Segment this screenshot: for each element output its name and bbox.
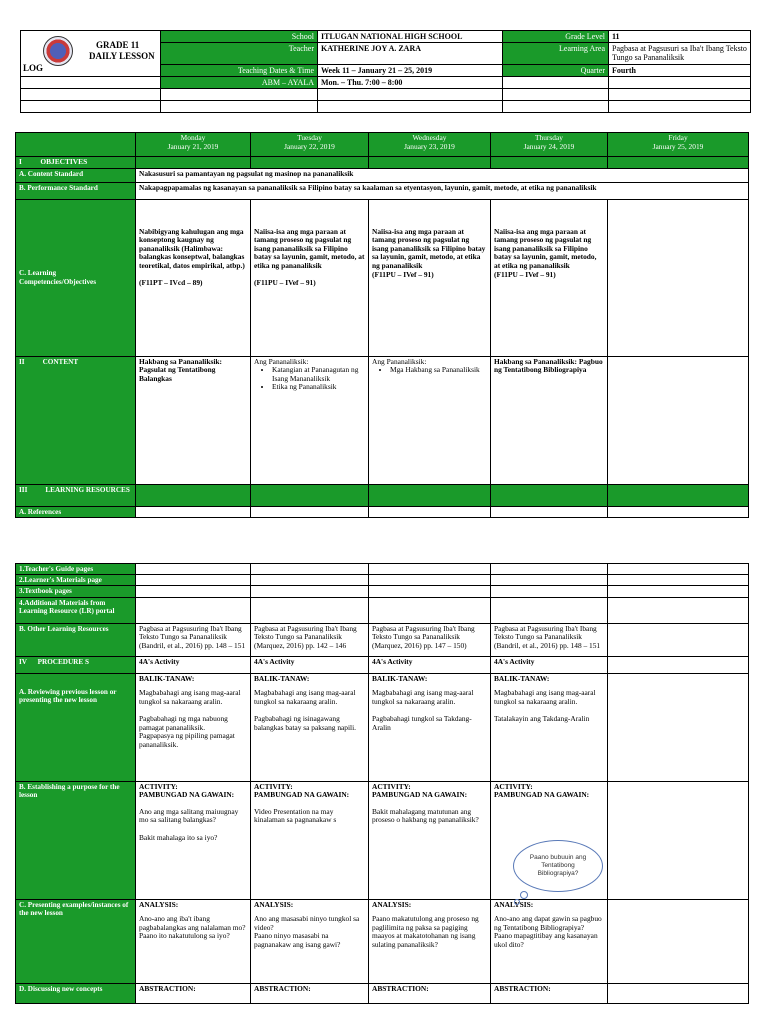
content-wednesday-title: Ang Pananaliksik: xyxy=(372,356,427,366)
empty-cell xyxy=(491,575,608,586)
abstraction-tuesday: ABSTRACTION: xyxy=(251,983,369,1003)
empty-cell xyxy=(608,356,749,484)
empty-cell xyxy=(608,199,749,356)
empty-cell xyxy=(491,506,608,517)
procedures-thursday: 4A's Activity xyxy=(491,656,608,673)
empty-cell xyxy=(21,89,161,101)
time-value: Mon. – Thu. 7:00 – 8:00 xyxy=(318,77,503,89)
review-wednesday: BALIK-TANAW: Magbabahagi ang isang mag-aaral tungkol sa nakaraang aralin. Pagbabahagi tungkol sa Takdang-Aralin xyxy=(369,673,491,781)
empty-cell xyxy=(608,597,749,623)
purpose-thursday: ACTIVITY: PAMBUNGAD NA GAWAIN: xyxy=(491,781,608,899)
teaching-dates-value: Week 11 – January 21 – 25, 2019 xyxy=(318,65,503,77)
competency-thursday: Naiisa-isa ang mga paraan at tamang proseso ng pagsulat ng isang pananaliksik sa Filipino batay sa layunin, gamit, metodo, at etika ng pananaliksik (F11PU – IVef – 91) xyxy=(491,199,608,356)
review-thursday: BALIK-TANAW: Magbabahagi ang isang mag-aaral tungkol sa nakaraang aralin. Tatalakayin ang Takdang-Aralin xyxy=(491,673,608,781)
lesson-table-procedures xyxy=(15,563,749,1004)
empty-cell xyxy=(503,101,609,113)
list-item: • Etika ng Pananaliksik xyxy=(272,383,365,392)
procedures-tuesday: 4A's Activity xyxy=(251,656,369,673)
abstraction-thursday: ABSTRACTION: xyxy=(491,983,608,1003)
empty-cell xyxy=(21,77,161,89)
empty-cell xyxy=(503,77,609,89)
purpose-wednesday: ACTIVITY: PAMBUNGAD NA GAWAIN: Bakit mahalagang matutunan ang proseso o hakbang ng pananaliksik? xyxy=(369,781,491,899)
day-header-thursday: Thursday January 24, 2019 xyxy=(491,133,608,157)
teaching-dates-label: Teaching Dates & Time xyxy=(161,65,318,77)
other-resources-wednesday: Pagbasa at Pagsusuring Iba't Ibang Teksto Tungo sa Pananaliksik (Marquez, 2016) pp. 147 – 150) xyxy=(369,623,491,656)
title-daily-lesson: DAILY LESSON xyxy=(89,51,155,61)
content-tuesday-title: Ang Pananaliksik: xyxy=(254,356,309,366)
day-header-monday: Monday January 21, 2019 xyxy=(136,133,251,157)
presenting-monday: ANALYSIS: Ano-ano ang iba't ibang pagbabalangkas ang nalalaman mo? Paano ito nakatutulong sa iyo? xyxy=(136,899,251,983)
review-tuesday: BALIK-TANAW: Magbabahagi ang isang mag-aaral tungkol sa nakaraang aralin. Pagbabahagi ng isinagawang balangkas batay sa paksang napili. xyxy=(251,673,369,781)
performance-standard-label: B. Performance Standard xyxy=(16,182,136,199)
empty-cell xyxy=(21,101,161,113)
textbook-pages-label: 3.Textbook pages xyxy=(16,586,136,597)
abstraction-monday: ABSTRACTION: xyxy=(136,983,251,1003)
empty-cell xyxy=(491,597,608,623)
establishing-purpose-label: B. Establishing a purpose for the lesson xyxy=(16,781,136,899)
content-tuesday xyxy=(251,356,369,484)
empty-cell xyxy=(608,575,749,586)
empty-cell xyxy=(136,597,251,623)
school-value: ITLUGAN NATIONAL HIGH SCHOOL xyxy=(318,31,503,43)
empty-cell xyxy=(136,484,251,506)
additional-materials-label: 4.Additional Materials from Learning Resource (LR) portal xyxy=(16,597,136,623)
empty-cell xyxy=(608,564,749,575)
empty-cell xyxy=(136,586,251,597)
procedures-wednesday: 4A's Activity xyxy=(369,656,491,673)
reviewing-lesson-label: A. Reviewing previous lesson or presenting the new lesson xyxy=(16,673,136,781)
bubble-dot xyxy=(520,891,528,899)
abstraction-wednesday: ABSTRACTION: xyxy=(369,983,491,1003)
title-cell xyxy=(21,31,161,77)
empty-cell xyxy=(161,101,318,113)
purpose-monday: ACTIVITY: PAMBUNGAD NA GAWAIN: Ano ang mga salitang maiuugnay mo sa salitang balangkas? Bakit mahalaga ito sa iyo? xyxy=(136,781,251,899)
review-monday: BALIK-TANAW: Magbabahagi ang isang mag-aaral tungkol sa nakaraang aralin. Pagbabahagi ng mga nabuong pamagat pananaliksik. Pagpapasya ng pipiling pamagat pananaliksik. xyxy=(136,673,251,781)
empty-cell xyxy=(491,564,608,575)
competency-monday: Nabibigyang kahulugan ang mga konseptong kaugnay ng pananaliksik (Halimbawa: balangkas konseptwal, balangkas teoretikal, datos empirikal, atbp.) (F11PT – IVcd – 89) xyxy=(136,199,251,356)
content-wednesday xyxy=(369,356,491,484)
competency-wednesday: Naiisa-isa ang mga paraan at tamang proseso ng pagsulat ng isang pananaliksik sa Filipino batay sa layunin, gamit, metodo, at etika ng pananaliksik (F11PU – IVef – 91) xyxy=(369,199,491,356)
thought-bubble xyxy=(513,840,603,892)
learners-materials-label: 2.Learner's Materials page xyxy=(16,575,136,586)
thought-bubble-text: Paano bubuuin ang Tentatibong Bibliograpiya? xyxy=(529,854,587,877)
quarter-value: Fourth xyxy=(609,65,751,77)
content-monday: Hakbang sa Pananaliksik: Pagsulat ng Tentatibong Balangkas xyxy=(136,356,251,484)
empty-cell xyxy=(608,673,749,781)
empty-cell xyxy=(369,564,491,575)
empty-cell xyxy=(491,586,608,597)
procedures-label: IV PROCEDURE S xyxy=(16,656,136,673)
procedures-monday: 4A's Activity xyxy=(136,656,251,673)
list-item: • Katangian at Pananagutan ng Isang Mananaliksik xyxy=(272,366,365,383)
empty-cell xyxy=(609,77,751,89)
empty-cell xyxy=(608,983,749,1003)
presenting-examples-label: C. Presenting examples/instances of the new lesson xyxy=(16,899,136,983)
list-item: • Mga Hakbang sa Pananaliksik xyxy=(390,366,487,375)
references-label: A. References xyxy=(16,506,136,517)
bubble-dot xyxy=(514,899,520,905)
learning-area-value: Pagbasa at Pagsusuri sa Iba't Ibang Teksto Tungo sa Pananaliksik xyxy=(609,43,751,65)
empty-cell xyxy=(609,89,751,101)
empty-cell xyxy=(136,575,251,586)
empty-cell xyxy=(608,157,749,169)
empty-cell xyxy=(608,623,749,656)
quarter-label: Quarter xyxy=(503,65,609,77)
day-header-friday: Friday January 25, 2019 xyxy=(608,133,749,157)
empty-cell xyxy=(369,506,491,517)
other-resources-tuesday: Pagbasa at Pagsusuring Iba't Ibang Teksto Tungo sa Pananaliksik (Marquez, 2016) pp. 142 – 146 xyxy=(251,623,369,656)
empty-cell xyxy=(318,89,503,101)
empty-cell xyxy=(491,484,608,506)
purpose-tuesday: ACTIVITY: PAMBUNGAD NA GAWAIN: Video Presentation na may kinalaman sa pagnanakaw s xyxy=(251,781,369,899)
empty-cell xyxy=(369,597,491,623)
empty-cell xyxy=(369,575,491,586)
empty-cell xyxy=(161,89,318,101)
presenting-tuesday: ANALYSIS: Ano ang masasabi ninyo tungkol sa video? Paano ninyo masasabi na pagnanakaw ang isang gawi? xyxy=(251,899,369,983)
discussing-concepts-label: D. Discussing new concepts xyxy=(16,983,136,1003)
day-header-blank xyxy=(16,133,136,157)
learning-resources-label: III LEARNING RESOURCES xyxy=(16,484,136,506)
title-log: LOG xyxy=(23,63,44,73)
other-resources-monday: Pagbasa at Pagsusuring Iba't Ibang Teksto Tungo sa Pananaliksik (Bandril, et al., 2016) pp. 148 – 151 xyxy=(136,623,251,656)
empty-cell xyxy=(251,586,369,597)
empty-cell xyxy=(369,586,491,597)
header-table xyxy=(20,30,751,113)
empty-cell xyxy=(608,656,749,673)
lesson-table-objectives xyxy=(15,132,749,518)
empty-cell xyxy=(369,484,491,506)
empty-cell xyxy=(136,564,251,575)
presenting-wednesday: ANALYSIS: Paano makatutulong ang proseso ng paglilimita ng paksa sa pagiging maayos at makatotohanan ng isang sulating pananaliksik? xyxy=(369,899,491,983)
empty-cell xyxy=(136,506,251,517)
objectives-heading: I OBJECTIVES xyxy=(16,157,136,169)
empty-cell xyxy=(136,157,251,169)
empty-cell xyxy=(491,157,608,169)
presenting-thursday: ANALYSIS: Ano-ano ang dapat gawin sa pagbuo ng Tentatibong Bibliograpiya? Paano mapagtitibay ang kasanayan ukol dito? xyxy=(491,899,608,983)
content-label: II CONTENT xyxy=(16,356,136,484)
empty-cell xyxy=(609,101,751,113)
teacher-value: KATHERINE JOY A. ZARA xyxy=(318,43,503,65)
teacher-label: Teacher xyxy=(161,43,318,65)
other-resources-thursday: Pagbasa at Pagsusuring Iba't Ibang Teksto Tungo sa Pananaliksik (Bandril, et al., 2016) pp. 148 – 151 xyxy=(491,623,608,656)
empty-cell xyxy=(251,484,369,506)
day-header-tuesday: Tuesday January 22, 2019 xyxy=(251,133,369,157)
competency-tuesday: Naiisa-isa ang mga paraan at tamang proseso ng pagsulat ng isang pananaliksik sa Filipino batay sa layunin, gamit, metodo, at etika ng pananaliksik (F11PU – IVef – 91) xyxy=(251,199,369,356)
other-resources-label: B. Other Learning Resources xyxy=(16,623,136,656)
empty-cell xyxy=(608,506,749,517)
empty-cell xyxy=(608,484,749,506)
empty-cell xyxy=(251,564,369,575)
empty-cell xyxy=(251,597,369,623)
empty-cell xyxy=(251,157,369,169)
empty-cell xyxy=(503,89,609,101)
empty-cell xyxy=(251,506,369,517)
empty-cell xyxy=(608,899,749,983)
learning-area-label: Learning Area xyxy=(503,43,609,65)
performance-standard-value: Nakapagpapamalas ng kasanayan sa pananaliksik sa Filipino batay sa kaalaman sa etyentasyon, layunin, gamit, metode, at etika ng pananaliksik xyxy=(136,182,749,199)
teachers-guide-label: 1.Teacher's Guide pages xyxy=(16,564,136,575)
empty-cell xyxy=(251,575,369,586)
day-header-wednesday: Wednesday January 23, 2019 xyxy=(369,133,491,157)
grade-level-label: Grade Level xyxy=(503,31,609,43)
empty-cell xyxy=(318,101,503,113)
content-standard-value: Nakasusuri sa pamantayan ng pagsulat ng masinop na pananaliksik xyxy=(136,168,749,182)
section-label: ABM – AYALA xyxy=(161,77,318,89)
content-standard-label: A. Content Standard xyxy=(16,168,136,182)
competencies-label: C. Learning Competencies/Objectives xyxy=(16,199,136,356)
grade-level-value: 11 xyxy=(609,31,751,43)
title-grade: GRADE 11 xyxy=(96,40,140,50)
school-label: School xyxy=(161,31,318,43)
content-thursday: Hakbang sa Pananaliksik: Pagbuo ng Tentatibong Bibliograpiya xyxy=(491,356,608,484)
empty-cell xyxy=(369,157,491,169)
empty-cell xyxy=(608,781,749,899)
empty-cell xyxy=(608,586,749,597)
